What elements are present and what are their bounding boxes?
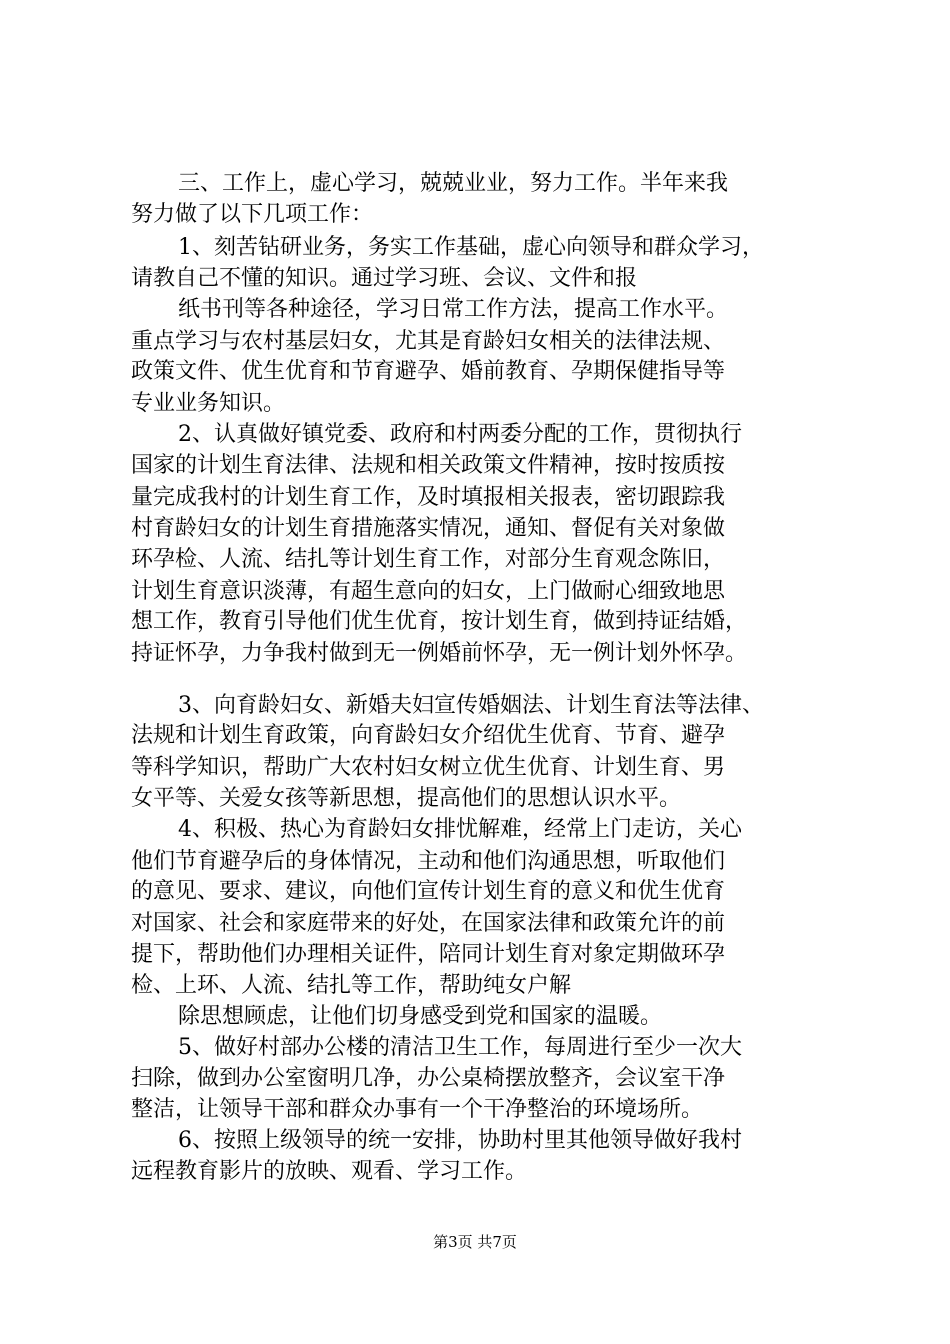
- text-line: 3、向育龄妇女、新婚夫妇宣传婚姻法、计划生育法等法律、: [178, 693, 764, 718]
- page-number: 第3页 共7页: [433, 1233, 517, 1251]
- text-line: 提下，帮助他们办理相关证件，陪同计划生育对象定期做环孕: [131, 942, 726, 967]
- text-line: 专业业务知识。: [131, 391, 286, 416]
- text-line: 国家的计划生育法律、法规和相关政策文件精神，按时按质按: [131, 453, 726, 478]
- text-line: 远程教育影片的放映、观看、学习工作。: [131, 1159, 528, 1184]
- text-line: 努力做了以下几项工作：: [131, 202, 374, 227]
- text-line: 检、上环、人流、结扎等工作，帮助纯女户解: [131, 973, 572, 998]
- text-line: 1、刻苦钻研业务，务实工作基础，虚心向领导和群众学习，: [178, 235, 764, 260]
- text-line: 政策文件、优生优育和节育避孕、婚前教育、孕期保健指导等: [131, 359, 726, 384]
- text-line: 5、做好村部办公楼的清洁卫生工作，每周进行至少一次大: [178, 1035, 742, 1060]
- text-line: 法规和计划生育政策，向育龄妇女介绍优生优育、节育、避孕: [131, 723, 726, 748]
- text-line: 量完成我村的计划生育工作，及时填报相关报表，密切跟踪我: [131, 485, 726, 510]
- text-line: 等科学知识，帮助广大农村妇女树立优生优育、计划生育、男: [131, 755, 726, 780]
- text-line: 环孕检、人流、结扎等计划生育工作，对部分生育观念陈旧，: [131, 547, 726, 572]
- text-line: 请教自己不懂的知识。通过学习班、会议、文件和报: [131, 266, 638, 291]
- text-line: 整洁，让领导干部和群众办事有一个干净整治的环境场所。: [131, 1097, 704, 1122]
- text-line: 持证怀孕，力争我村做到无一例婚前怀孕，无一例计划外怀孕。: [131, 641, 748, 666]
- text-line: 村育龄妇女的计划生育措施落实情况，通知、督促有关对象做: [131, 516, 726, 541]
- text-line: 三、工作上，虚心学习，兢兢业业，努力工作。半年来我: [178, 171, 729, 196]
- text-line: 纸书刊等各种途径，学习日常工作方法，提高工作水平。: [178, 297, 729, 322]
- text-line: 对国家、社会和家庭带来的好处，在国家法律和政策允许的前: [131, 911, 726, 936]
- text-line: 的意见、要求、建议，向他们宣传计划生育的意义和优生优育: [131, 879, 726, 904]
- text-line: 重点学习与农村基层妇女，尤其是育龄妇女相关的法律法规、: [131, 329, 726, 354]
- text-line: 除思想顾虑，让他们切身感受到党和国家的温暖。: [178, 1004, 663, 1029]
- text-line: 想工作，教育引导他们优生优育，按计划生育，做到持证结婚，: [131, 609, 748, 634]
- text-line: 他们节育避孕后的身体情况，主动和他们沟通思想，听取他们: [131, 849, 726, 874]
- text-line: 计划生育意识淡薄，有超生意向的妇女，上门做耐心细致地思: [131, 579, 726, 604]
- text-line: 4、积极、热心为育龄妇女排忧解难，经常上门走访，关心: [178, 817, 742, 842]
- text-line: 女平等、关爱女孩等新思想，提高他们的思想认识水平。: [131, 786, 682, 811]
- text-line: 6、按照上级领导的统一安排，协助村里其他领导做好我村: [178, 1128, 742, 1153]
- text-line: 2、认真做好镇党委、政府和村两委分配的工作，贯彻执行: [178, 422, 742, 447]
- text-line: 扫除，做到办公室窗明几净，办公桌椅摆放整齐，会议室干净: [131, 1066, 726, 1091]
